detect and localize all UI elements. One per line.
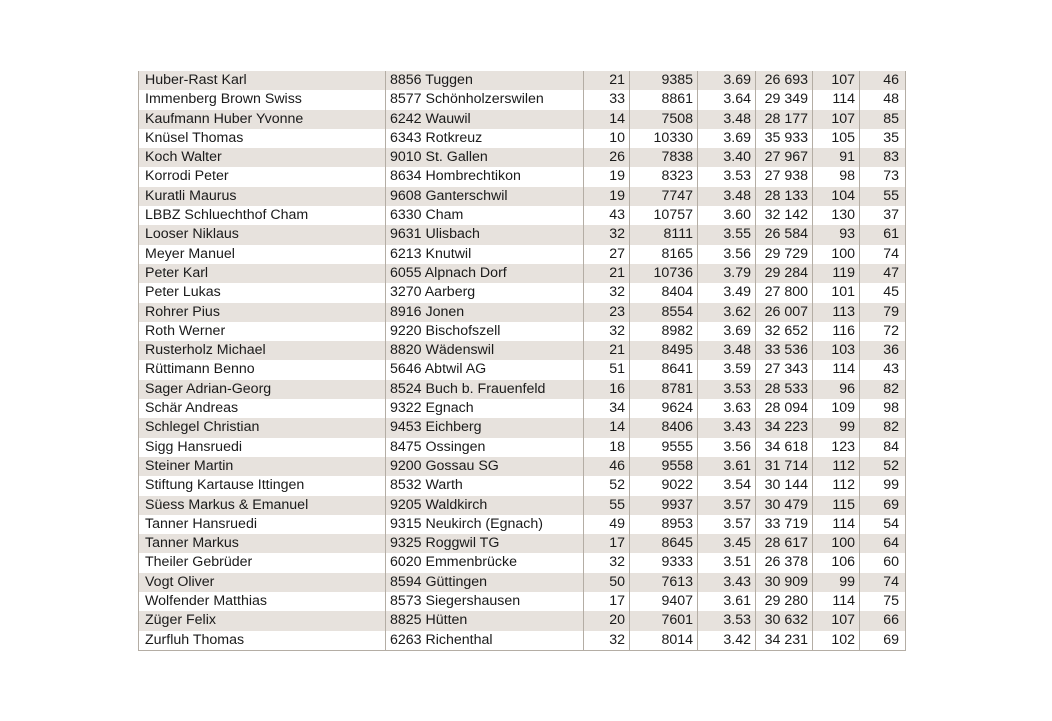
lifetime-cell: 26 693	[756, 71, 813, 90]
rank-cell: 55	[860, 187, 906, 206]
farm-name-cell: Looser Niklaus	[139, 225, 386, 244]
table-row	[139, 71, 906, 90]
table-row	[139, 418, 906, 437]
table-row	[139, 129, 906, 148]
milk-kg-cell: 8323	[630, 167, 698, 186]
count-cell: 23	[584, 303, 630, 322]
table-row	[139, 303, 906, 322]
fat-percent-cell: 3.56	[698, 245, 756, 264]
index-cell: 113	[813, 303, 860, 322]
rank-cell: 54	[860, 515, 906, 534]
location-cell: 9608 Ganterschwil	[386, 187, 584, 206]
table-row	[139, 592, 906, 611]
index-cell: 112	[813, 457, 860, 476]
location-cell: 9325 Roggwil TG	[386, 534, 584, 553]
count-cell: 14	[584, 418, 630, 437]
location-cell: 9205 Waldkirch	[386, 496, 584, 515]
fat-percent-cell: 3.57	[698, 496, 756, 515]
location-cell: 8532 Warth	[386, 476, 584, 495]
rank-cell: 74	[860, 245, 906, 264]
milk-kg-cell: 8641	[630, 360, 698, 379]
lifetime-cell: 31 714	[756, 457, 813, 476]
index-cell: 93	[813, 225, 860, 244]
farm-name-cell: Sager Adrian-Georg	[139, 380, 386, 399]
rank-cell: 61	[860, 225, 906, 244]
lifetime-cell: 27 938	[756, 167, 813, 186]
milk-kg-cell: 9333	[630, 553, 698, 572]
fat-percent-cell: 3.64	[698, 90, 756, 109]
milk-kg-cell: 8781	[630, 380, 698, 399]
count-cell: 26	[584, 148, 630, 167]
milk-kg-cell: 8111	[630, 225, 698, 244]
rank-cell: 48	[860, 90, 906, 109]
table-row	[139, 264, 906, 283]
rank-cell: 64	[860, 534, 906, 553]
rank-cell: 69	[860, 631, 906, 651]
location-cell: 8577 Schönholzerswilen	[386, 90, 584, 109]
rank-cell: 83	[860, 148, 906, 167]
table-row	[139, 515, 906, 534]
fat-percent-cell: 3.48	[698, 187, 756, 206]
farm-name-cell: Tanner Hansruedi	[139, 515, 386, 534]
index-cell: 106	[813, 553, 860, 572]
farm-name-cell: Züger Felix	[139, 611, 386, 630]
fat-percent-cell: 3.45	[698, 534, 756, 553]
fat-percent-cell: 3.57	[698, 515, 756, 534]
index-cell: 102	[813, 631, 860, 651]
milk-kg-cell: 7613	[630, 573, 698, 592]
count-cell: 32	[584, 322, 630, 341]
milk-kg-cell: 9555	[630, 438, 698, 457]
rank-cell: 72	[860, 322, 906, 341]
lifetime-cell: 29 280	[756, 592, 813, 611]
location-cell: 9200 Gossau SG	[386, 457, 584, 476]
farm-name-cell: Tanner Markus	[139, 534, 386, 553]
index-cell: 107	[813, 71, 860, 90]
fat-percent-cell: 3.40	[698, 148, 756, 167]
farm-name-cell: Kaufmann Huber Yvonne	[139, 110, 386, 129]
fat-percent-cell: 3.69	[698, 71, 756, 90]
lifetime-cell: 26 584	[756, 225, 813, 244]
farm-name-cell: Stiftung Kartause Ittingen	[139, 476, 386, 495]
table-row	[139, 283, 906, 302]
fat-percent-cell: 3.53	[698, 611, 756, 630]
farm-name-cell: Steiner Martin	[139, 457, 386, 476]
lifetime-cell: 29 284	[756, 264, 813, 283]
location-cell: 9453 Eichberg	[386, 418, 584, 437]
farm-name-cell: Rusterholz Michael	[139, 341, 386, 360]
count-cell: 33	[584, 90, 630, 109]
milk-kg-cell: 7838	[630, 148, 698, 167]
rank-cell: 35	[860, 129, 906, 148]
fat-percent-cell: 3.60	[698, 206, 756, 225]
location-cell: 8916 Jonen	[386, 303, 584, 322]
farm-name-cell: Wolfender Matthias	[139, 592, 386, 611]
count-cell: 32	[584, 283, 630, 302]
table-row	[139, 360, 906, 379]
index-cell: 114	[813, 515, 860, 534]
farm-name-cell: Süess Markus & Emanuel	[139, 496, 386, 515]
rank-cell: 43	[860, 360, 906, 379]
count-cell: 34	[584, 399, 630, 418]
fat-percent-cell: 3.54	[698, 476, 756, 495]
table-row	[139, 611, 906, 630]
index-cell: 112	[813, 476, 860, 495]
table-row	[139, 438, 906, 457]
fat-percent-cell: 3.53	[698, 167, 756, 186]
farm-name-cell: Rohrer Pius	[139, 303, 386, 322]
fat-percent-cell: 3.63	[698, 399, 756, 418]
farm-name-cell: Theiler Gebrüder	[139, 553, 386, 572]
farm-name-cell: Huber-Rast Karl	[139, 71, 386, 90]
index-cell: 114	[813, 90, 860, 109]
milk-kg-cell: 7747	[630, 187, 698, 206]
location-cell: 9322 Egnach	[386, 399, 584, 418]
rank-cell: 69	[860, 496, 906, 515]
index-cell: 104	[813, 187, 860, 206]
count-cell: 18	[584, 438, 630, 457]
count-cell: 49	[584, 515, 630, 534]
farm-name-cell: Knüsel Thomas	[139, 129, 386, 148]
table-row	[139, 534, 906, 553]
location-cell: 8594 Güttingen	[386, 573, 584, 592]
count-cell: 20	[584, 611, 630, 630]
table-row	[139, 476, 906, 495]
farm-name-cell: Rüttimann Benno	[139, 360, 386, 379]
index-cell: 119	[813, 264, 860, 283]
milk-kg-cell: 9937	[630, 496, 698, 515]
index-cell: 123	[813, 438, 860, 457]
table-row	[139, 322, 906, 341]
location-cell: 8634 Hombrechtikon	[386, 167, 584, 186]
milk-kg-cell: 10736	[630, 264, 698, 283]
milk-kg-cell: 9407	[630, 592, 698, 611]
fat-percent-cell: 3.69	[698, 322, 756, 341]
farm-name-cell: Kuratli Maurus	[139, 187, 386, 206]
farm-name-cell: Vogt Oliver	[139, 573, 386, 592]
farm-name-cell: Immenberg Brown Swiss	[139, 90, 386, 109]
count-cell: 19	[584, 187, 630, 206]
lifetime-cell: 33 536	[756, 341, 813, 360]
rank-cell: 47	[860, 264, 906, 283]
location-cell: 8856 Tuggen	[386, 71, 584, 90]
rank-cell: 73	[860, 167, 906, 186]
index-cell: 96	[813, 380, 860, 399]
table-row	[139, 496, 906, 515]
lifetime-cell: 27 343	[756, 360, 813, 379]
milk-kg-cell: 8861	[630, 90, 698, 109]
table-row	[139, 148, 906, 167]
table-row	[139, 631, 906, 651]
milk-kg-cell: 10757	[630, 206, 698, 225]
rank-cell: 82	[860, 418, 906, 437]
location-cell: 9220 Bischofszell	[386, 322, 584, 341]
table-row	[139, 225, 906, 244]
farm-name-cell: LBBZ Schluechthof Cham	[139, 206, 386, 225]
count-cell: 46	[584, 457, 630, 476]
count-cell: 52	[584, 476, 630, 495]
lifetime-cell: 34 618	[756, 438, 813, 457]
location-cell: 5646 Abtwil AG	[386, 360, 584, 379]
table-row	[139, 167, 906, 186]
lifetime-cell: 32 652	[756, 322, 813, 341]
lifetime-cell: 35 933	[756, 129, 813, 148]
milk-kg-cell: 8014	[630, 631, 698, 651]
lifetime-cell: 32 142	[756, 206, 813, 225]
count-cell: 32	[584, 225, 630, 244]
count-cell: 55	[584, 496, 630, 515]
milk-kg-cell: 8495	[630, 341, 698, 360]
location-cell: 3270 Aarberg	[386, 283, 584, 302]
table-row	[139, 341, 906, 360]
index-cell: 99	[813, 418, 860, 437]
lifetime-cell: 30 909	[756, 573, 813, 592]
location-cell: 9010 St. Gallen	[386, 148, 584, 167]
farm-name-cell: Meyer Manuel	[139, 245, 386, 264]
lifetime-cell: 28 177	[756, 110, 813, 129]
fat-percent-cell: 3.59	[698, 360, 756, 379]
lifetime-cell: 29 729	[756, 245, 813, 264]
location-cell: 9315 Neukirch (Egnach)	[386, 515, 584, 534]
milk-kg-cell: 8404	[630, 283, 698, 302]
count-cell: 32	[584, 631, 630, 651]
milk-kg-cell: 9022	[630, 476, 698, 495]
table-row	[139, 187, 906, 206]
fat-percent-cell: 3.79	[698, 264, 756, 283]
milk-kg-cell: 7601	[630, 611, 698, 630]
rank-cell: 82	[860, 380, 906, 399]
lifetime-cell: 33 719	[756, 515, 813, 534]
fat-percent-cell: 3.55	[698, 225, 756, 244]
rank-cell: 74	[860, 573, 906, 592]
table-row	[139, 380, 906, 399]
farm-name-cell: Sigg Hansruedi	[139, 438, 386, 457]
count-cell: 32	[584, 553, 630, 572]
index-cell: 107	[813, 110, 860, 129]
rank-cell: 60	[860, 553, 906, 572]
fat-percent-cell: 3.69	[698, 129, 756, 148]
data-table	[138, 71, 906, 651]
fat-percent-cell: 3.61	[698, 592, 756, 611]
farm-name-cell: Peter Karl	[139, 264, 386, 283]
lifetime-cell: 34 231	[756, 631, 813, 651]
lifetime-cell: 30 632	[756, 611, 813, 630]
fat-percent-cell: 3.49	[698, 283, 756, 302]
index-cell: 105	[813, 129, 860, 148]
count-cell: 21	[584, 264, 630, 283]
lifetime-cell: 27 967	[756, 148, 813, 167]
lifetime-cell: 28 133	[756, 187, 813, 206]
table-row	[139, 90, 906, 109]
lifetime-cell: 28 533	[756, 380, 813, 399]
location-cell: 6330 Cham	[386, 206, 584, 225]
lifetime-cell: 30 479	[756, 496, 813, 515]
milk-kg-cell: 8953	[630, 515, 698, 534]
location-cell: 6020 Emmenbrücke	[386, 553, 584, 572]
rank-cell: 75	[860, 592, 906, 611]
location-cell: 6343 Rotkreuz	[386, 129, 584, 148]
milk-kg-cell: 8165	[630, 245, 698, 264]
fat-percent-cell: 3.51	[698, 553, 756, 572]
rank-cell: 85	[860, 110, 906, 129]
table-row	[139, 399, 906, 418]
count-cell: 21	[584, 341, 630, 360]
count-cell: 17	[584, 534, 630, 553]
milk-kg-cell: 8554	[630, 303, 698, 322]
milk-kg-cell: 10330	[630, 129, 698, 148]
table-row	[139, 245, 906, 264]
rank-cell: 45	[860, 283, 906, 302]
index-cell: 116	[813, 322, 860, 341]
table-row	[139, 206, 906, 225]
rank-cell: 99	[860, 476, 906, 495]
table-row	[139, 553, 906, 572]
milk-kg-cell: 7508	[630, 110, 698, 129]
lifetime-cell: 27 800	[756, 283, 813, 302]
index-cell: 98	[813, 167, 860, 186]
location-cell: 9631 Ulisbach	[386, 225, 584, 244]
index-cell: 114	[813, 360, 860, 379]
fat-percent-cell: 3.42	[698, 631, 756, 651]
count-cell: 17	[584, 592, 630, 611]
table-row	[139, 110, 906, 129]
fat-percent-cell: 3.43	[698, 418, 756, 437]
location-cell: 8524 Buch b. Frauenfeld	[386, 380, 584, 399]
location-cell: 8475 Ossingen	[386, 438, 584, 457]
rank-cell: 79	[860, 303, 906, 322]
index-cell: 101	[813, 283, 860, 302]
location-cell: 6055 Alpnach Dorf	[386, 264, 584, 283]
count-cell: 50	[584, 573, 630, 592]
index-cell: 107	[813, 611, 860, 630]
rank-cell: 36	[860, 341, 906, 360]
farm-name-cell: Zurfluh Thomas	[139, 631, 386, 651]
lifetime-cell: 30 144	[756, 476, 813, 495]
rank-cell: 37	[860, 206, 906, 225]
index-cell: 91	[813, 148, 860, 167]
location-cell: 8573 Siegershausen	[386, 592, 584, 611]
count-cell: 10	[584, 129, 630, 148]
count-cell: 14	[584, 110, 630, 129]
count-cell: 16	[584, 380, 630, 399]
index-cell: 114	[813, 592, 860, 611]
milk-kg-cell: 9385	[630, 71, 698, 90]
location-cell: 6213 Knutwil	[386, 245, 584, 264]
index-cell: 100	[813, 534, 860, 553]
location-cell: 8825 Hütten	[386, 611, 584, 630]
milk-kg-cell: 8645	[630, 534, 698, 553]
index-cell: 109	[813, 399, 860, 418]
index-cell: 130	[813, 206, 860, 225]
table-row	[139, 457, 906, 476]
fat-percent-cell: 3.43	[698, 573, 756, 592]
fat-percent-cell: 3.48	[698, 110, 756, 129]
fat-percent-cell: 3.56	[698, 438, 756, 457]
index-cell: 115	[813, 496, 860, 515]
farm-name-cell: Korrodi Peter	[139, 167, 386, 186]
rank-cell: 98	[860, 399, 906, 418]
farm-name-cell: Schlegel Christian	[139, 418, 386, 437]
farm-name-cell: Peter Lukas	[139, 283, 386, 302]
count-cell: 51	[584, 360, 630, 379]
fat-percent-cell: 3.48	[698, 341, 756, 360]
count-cell: 21	[584, 71, 630, 90]
location-cell: 8820 Wädenswil	[386, 341, 584, 360]
farm-name-cell: Roth Werner	[139, 322, 386, 341]
lifetime-cell: 28 094	[756, 399, 813, 418]
count-cell: 19	[584, 167, 630, 186]
index-cell: 100	[813, 245, 860, 264]
lifetime-cell: 26 007	[756, 303, 813, 322]
table-body	[139, 71, 906, 650]
count-cell: 43	[584, 206, 630, 225]
lifetime-cell: 34 223	[756, 418, 813, 437]
count-cell: 27	[584, 245, 630, 264]
farm-name-cell: Koch Walter	[139, 148, 386, 167]
farm-name-cell: Schär Andreas	[139, 399, 386, 418]
rank-cell: 46	[860, 71, 906, 90]
milk-kg-cell: 8982	[630, 322, 698, 341]
location-cell: 6242 Wauwil	[386, 110, 584, 129]
lifetime-cell: 28 617	[756, 534, 813, 553]
milk-kg-cell: 9624	[630, 399, 698, 418]
rank-cell: 66	[860, 611, 906, 630]
lifetime-cell: 29 349	[756, 90, 813, 109]
table-row	[139, 573, 906, 592]
index-cell: 103	[813, 341, 860, 360]
location-cell: 6263 Richenthal	[386, 631, 584, 651]
rank-cell: 84	[860, 438, 906, 457]
index-cell: 99	[813, 573, 860, 592]
rank-cell: 52	[860, 457, 906, 476]
lifetime-cell: 26 378	[756, 553, 813, 572]
milk-kg-cell: 9558	[630, 457, 698, 476]
fat-percent-cell: 3.62	[698, 303, 756, 322]
fat-percent-cell: 3.61	[698, 457, 756, 476]
milk-kg-cell: 8406	[630, 418, 698, 437]
fat-percent-cell: 3.53	[698, 380, 756, 399]
